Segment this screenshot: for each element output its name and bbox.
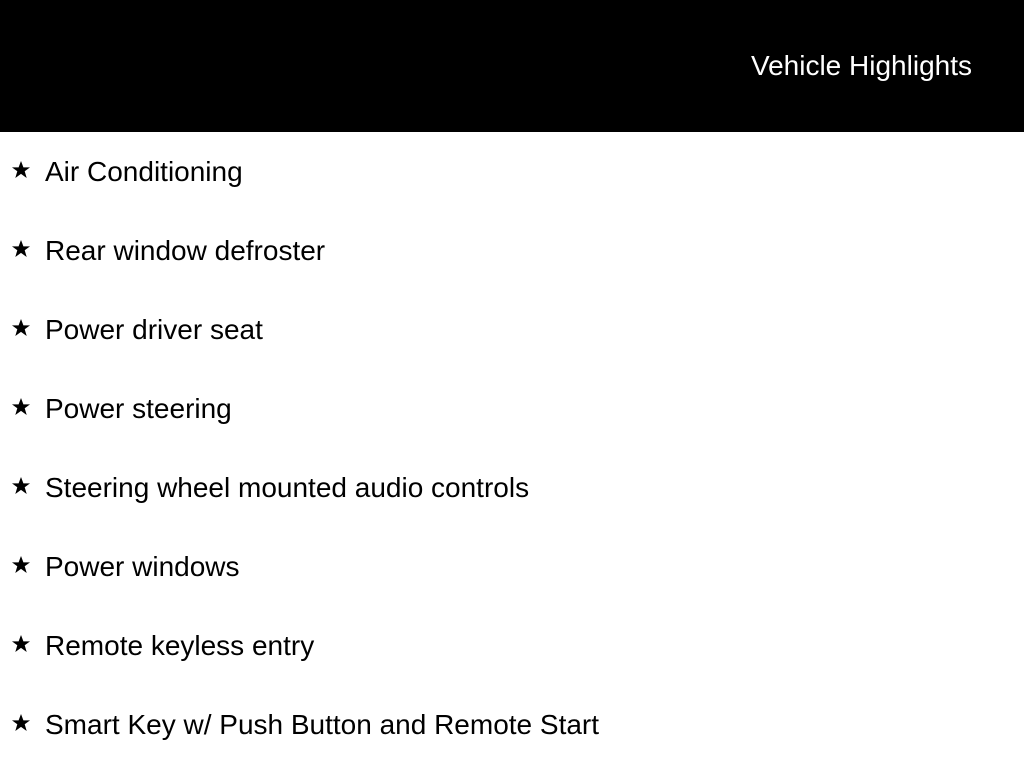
feature-label: Power windows (45, 551, 240, 582)
feature-label: Smart Key w/ Push Button and Remote Start (45, 709, 600, 740)
star-icon (11, 634, 31, 654)
list-item (0, 314, 1024, 354)
feature-label: Power driver seat (45, 314, 263, 345)
list-item (0, 235, 1024, 275)
feature-label: Air Conditioning (45, 156, 243, 187)
header-bar (0, 0, 1024, 132)
star-icon (11, 318, 31, 338)
list-item (0, 472, 1024, 512)
star-icon (11, 160, 31, 180)
list-item (0, 156, 1024, 196)
star-icon (11, 239, 31, 259)
feature-label: Rear window defroster (45, 235, 326, 266)
star-icon (11, 713, 31, 733)
list-item (0, 630, 1024, 670)
list-item (0, 393, 1024, 433)
list-item (0, 551, 1024, 591)
list-item (0, 709, 1024, 749)
star-icon (11, 397, 31, 417)
feature-label: Power steering (45, 393, 232, 424)
star-icon (11, 555, 31, 575)
feature-label: Steering wheel mounted audio controls (45, 472, 530, 503)
feature-label: Remote keyless entry (45, 630, 315, 661)
star-icon (11, 476, 31, 496)
page-title: Vehicle Highlights (750, 50, 972, 81)
